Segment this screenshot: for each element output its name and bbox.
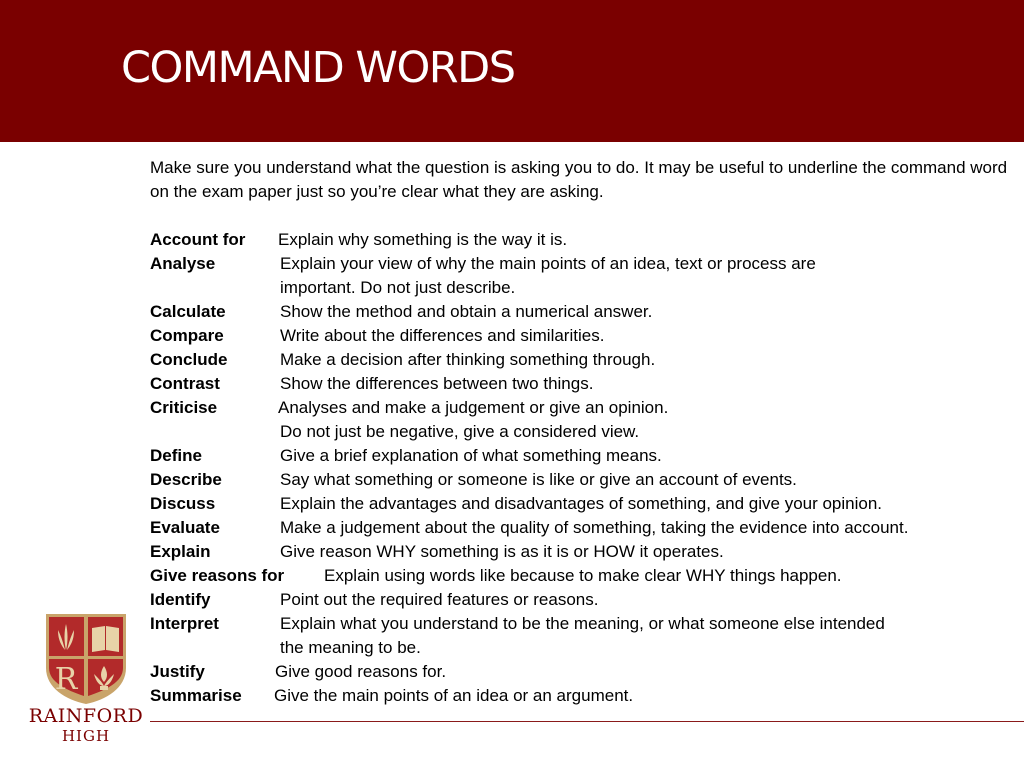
term-entry-conclude bbox=[150, 348, 1020, 372]
term-entry-define bbox=[150, 444, 1020, 468]
term-definition: Give good reasons for. bbox=[275, 662, 447, 681]
term-label: Summarise bbox=[150, 686, 242, 705]
term-entry-summarise bbox=[150, 684, 1020, 708]
term-definition: Show the method and obtain a numerical answer. bbox=[280, 302, 653, 321]
term-label: Interpret bbox=[150, 614, 219, 633]
term-definition: Show the differences between two things. bbox=[280, 374, 594, 393]
school-subname: HIGH bbox=[61, 727, 111, 745]
school-logo bbox=[22, 612, 150, 756]
term-entry-explain bbox=[150, 540, 1020, 564]
term-definition: Make a judgement about the quality of something, taking the evidence into account. bbox=[280, 518, 909, 537]
term-definition: Give the main points of an idea or an argument. bbox=[274, 686, 634, 705]
term-entry-discuss bbox=[150, 492, 1020, 516]
term-definition-continued: the meaning to be. bbox=[280, 638, 421, 657]
crest-letter bbox=[46, 657, 86, 697]
term-label: Compare bbox=[150, 326, 224, 345]
term-label: Analyse bbox=[150, 254, 216, 273]
term-definition: Explain using words like because to make clear WHY things happen. bbox=[324, 566, 842, 585]
term-definition-continued: Do not just be negative, give a considered view. bbox=[280, 422, 640, 441]
term-label: Explain bbox=[150, 542, 211, 561]
term-definition: Give a brief explanation of what something means. bbox=[280, 446, 662, 465]
term-label: Discuss bbox=[150, 494, 216, 513]
term-entry-calculate bbox=[150, 300, 1020, 324]
term-definition: Point out the required features or reasons. bbox=[280, 590, 599, 609]
term-label: Identify bbox=[150, 590, 211, 609]
term-entry-compare bbox=[150, 324, 1020, 348]
term-definition-continued: important. Do not just describe. bbox=[280, 278, 516, 297]
term-label: Criticise bbox=[150, 398, 218, 417]
term-entry-account-for bbox=[150, 228, 1020, 252]
term-label: Define bbox=[150, 446, 202, 465]
term-label: Give reasons for bbox=[150, 566, 285, 585]
term-definition: Write about the differences and similarities. bbox=[280, 326, 605, 345]
term-definition: Say what something or someone is like or give an account of events. bbox=[280, 470, 797, 489]
term-entry-describe bbox=[150, 468, 1020, 492]
intro-paragraph: Make sure you understand what the question is asking you to do. It may be useful to underline the command word on the exam paper just so you’re clear what they are asking. bbox=[150, 158, 1008, 201]
term-entry-evaluate bbox=[150, 516, 1020, 540]
term-definition: Explain why something is the way it is. bbox=[278, 230, 568, 249]
term-label: Calculate bbox=[150, 302, 226, 321]
term-label: Justify bbox=[150, 662, 205, 681]
footer-divider bbox=[150, 721, 1024, 722]
term-entry-give-reasons-for bbox=[150, 564, 1020, 588]
term-entry-criticise bbox=[150, 396, 1020, 444]
title-banner bbox=[0, 0, 1024, 142]
term-definition: Explain what you understand to be the meaning, or what someone else intended bbox=[280, 614, 885, 633]
term-definition: Analyses and make a judgement or give an opinion. bbox=[278, 398, 669, 417]
slide-body bbox=[150, 156, 1020, 708]
term-label: Conclude bbox=[150, 350, 228, 369]
term-definition: Explain the advantages and disadvantages of something, and give your opinion. bbox=[280, 494, 883, 513]
term-definition: Give reason WHY something is as it is or HOW it operates. bbox=[280, 542, 724, 561]
term-entry-analyse bbox=[150, 252, 1020, 300]
crest-letter-text: R bbox=[54, 662, 78, 697]
slide-title: COMMAND WORDS bbox=[121, 43, 515, 93]
term-label: Evaluate bbox=[150, 518, 220, 537]
term-entry-justify bbox=[150, 660, 1020, 684]
school-name: RAINFORD bbox=[28, 705, 144, 727]
term-label: Contrast bbox=[150, 374, 220, 393]
term-entry-interpret bbox=[150, 612, 1020, 660]
term-definition: Explain your view of why the main points of an idea, text or process are bbox=[280, 254, 816, 273]
term-label: Describe bbox=[150, 470, 222, 489]
term-label: Account for bbox=[150, 230, 246, 249]
term-definition: Make a decision after thinking something through. bbox=[280, 350, 656, 369]
term-entry-contrast bbox=[150, 372, 1020, 396]
term-entry-identify bbox=[150, 588, 1020, 612]
